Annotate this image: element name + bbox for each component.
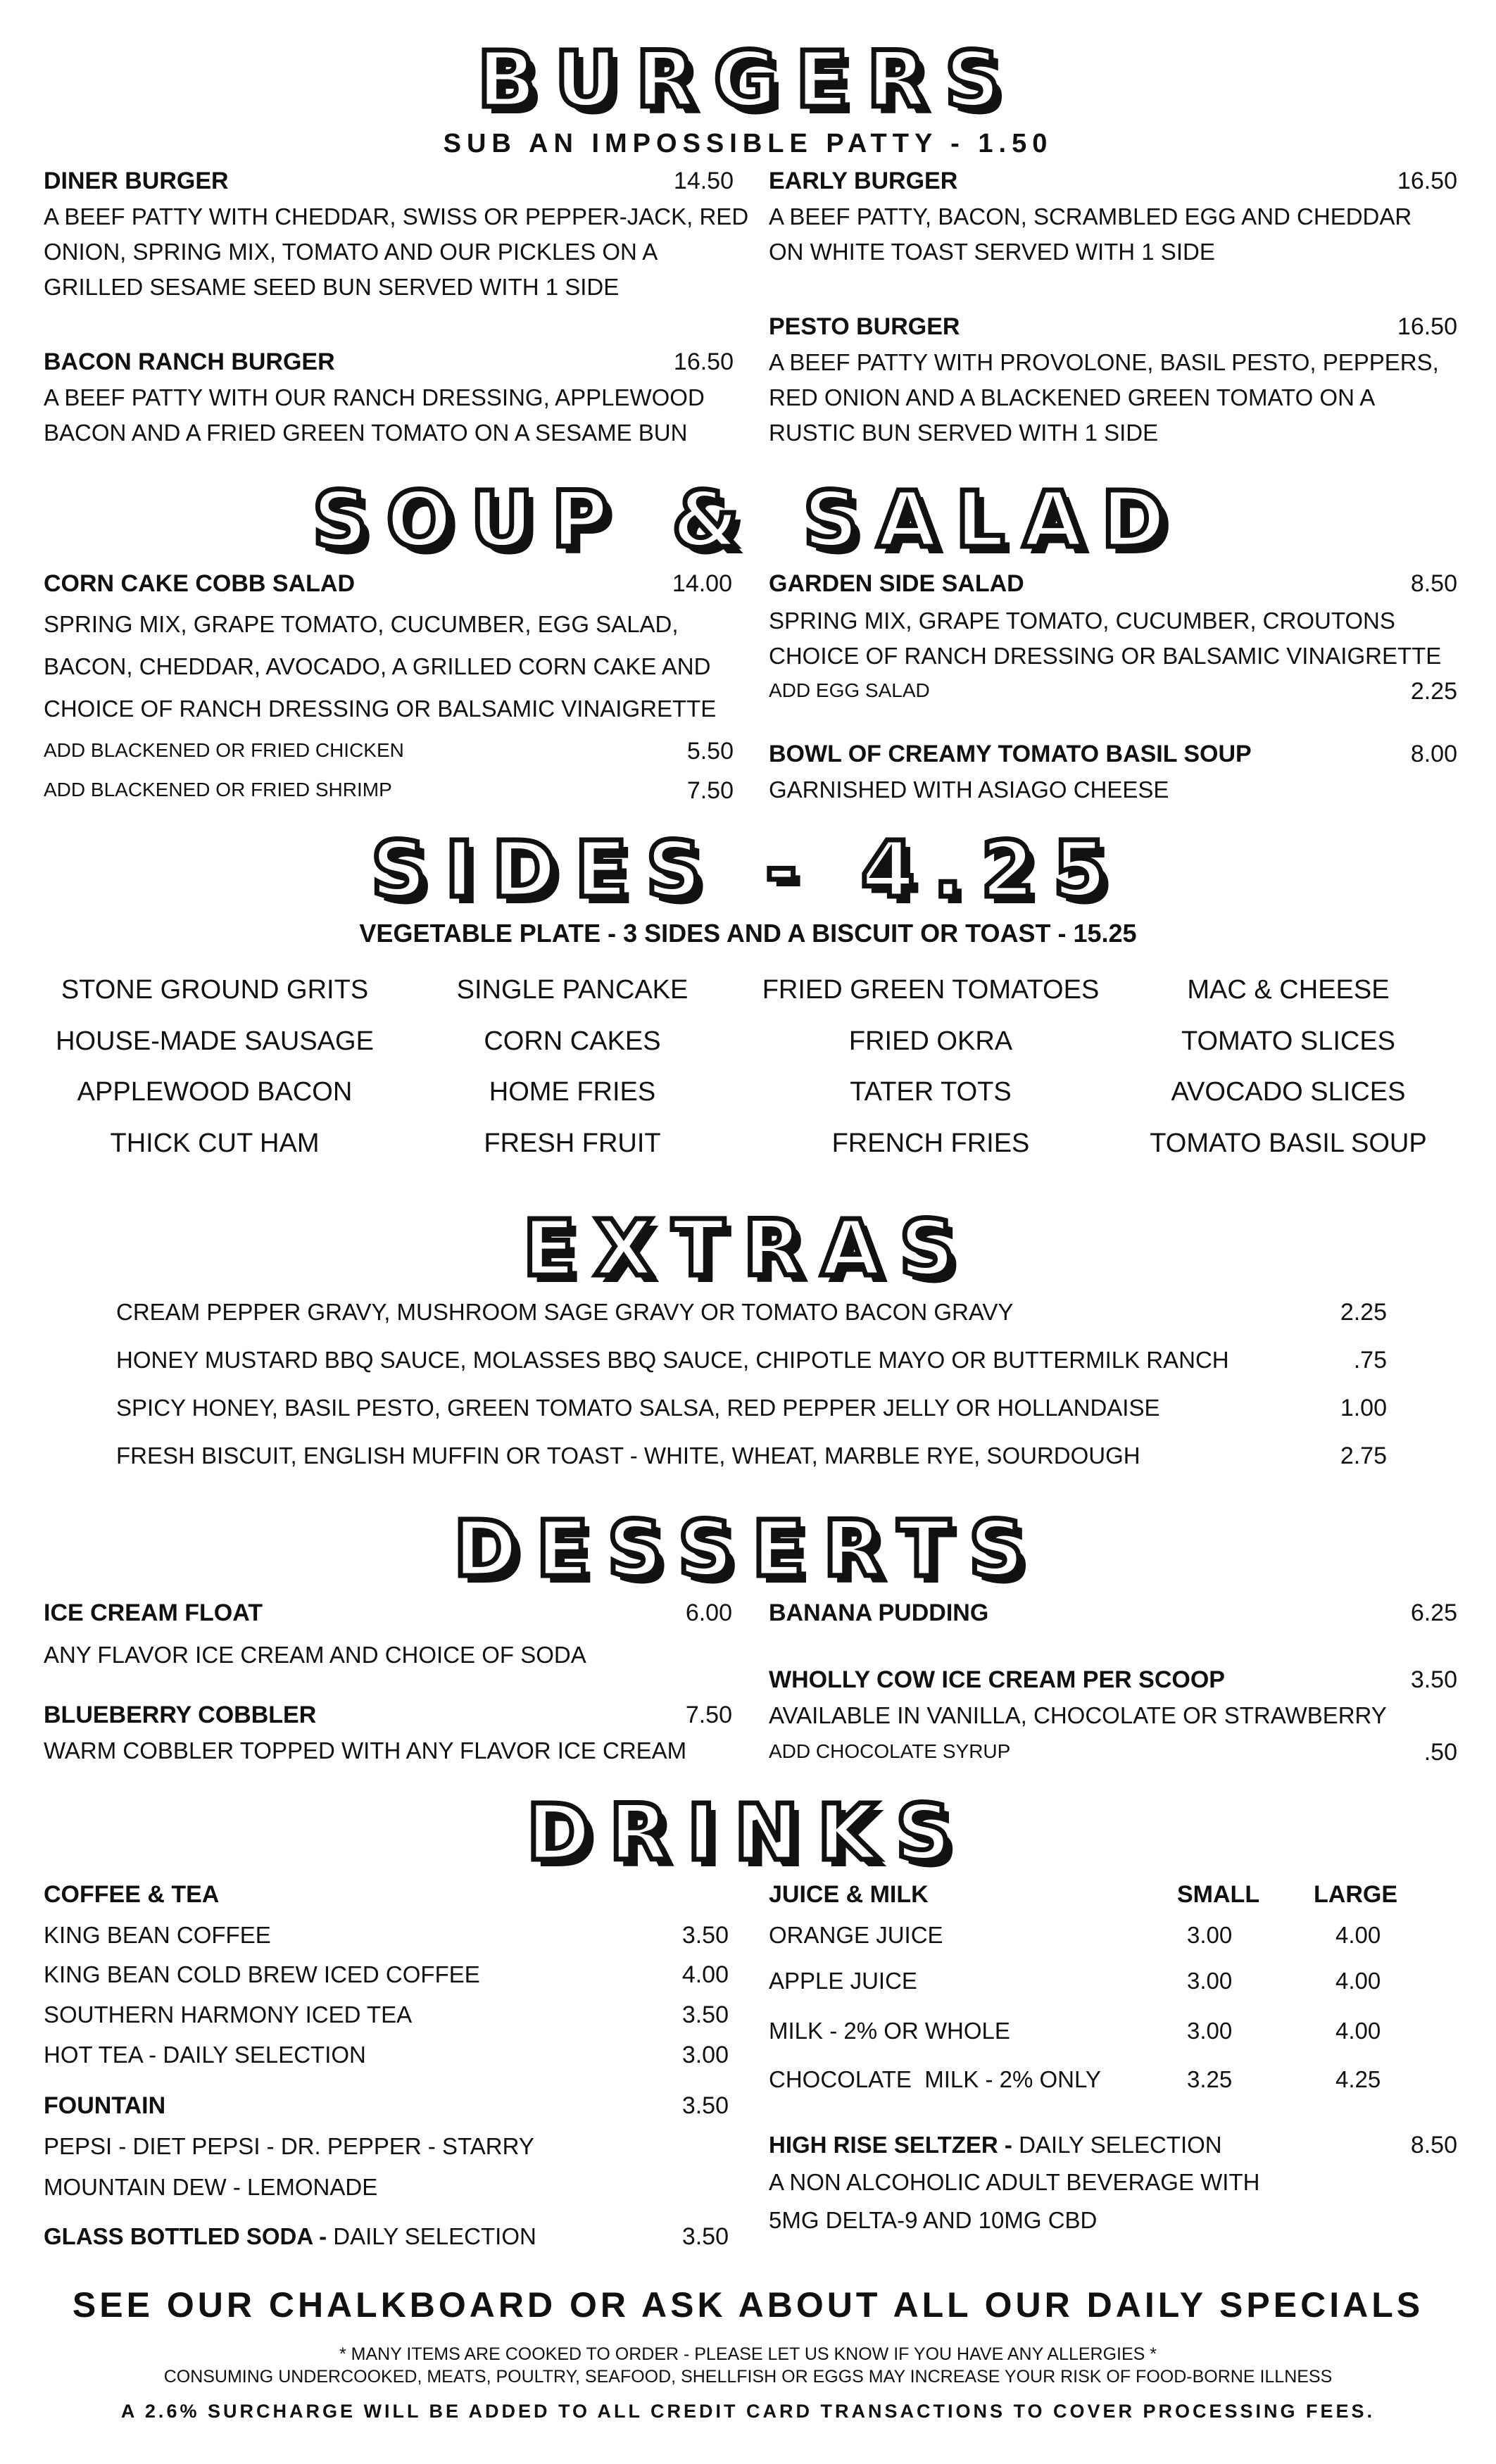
tomato-soup-desc: GARNISHED WITH ASIAGO CHEESE bbox=[769, 777, 1169, 803]
side-item: FRIED OKRA bbox=[848, 1026, 1013, 1056]
daily-specials-notice: SEE OUR CHALKBOARD OR ASK ABOUT ALL OUR DAILY SPECIALS bbox=[72, 2285, 1424, 2325]
pesto-burger-name: PESTO BURGER bbox=[769, 313, 960, 340]
ice-cream-float-name: ICE CREAM FLOAT bbox=[44, 1599, 263, 1626]
garden-salad-price: 8.50 bbox=[1410, 570, 1457, 597]
coffee-item-label: KING BEAN COLD BREW ICED COFFEE bbox=[44, 1961, 480, 1987]
side-item: THICK CUT HAM bbox=[110, 1129, 320, 1158]
burgers-heading: BURGERS bbox=[477, 34, 1019, 125]
banana-pudding-price: 6.25 bbox=[1410, 1599, 1457, 1626]
pesto-burger-desc: A BEEF PATTY WITH PROVOLONE, BASIL PESTO, PEPPERS, RED ONION AND A BLACKENED GREEN TOMATO ON A RUSTIC BUN SERVED WITH 1 SIDE bbox=[769, 349, 1439, 446]
add-egg-salad-price: 2.25 bbox=[1410, 678, 1457, 705]
high-rise-seltzer-price: 8.50 bbox=[1410, 2132, 1457, 2158]
burgers-subtitle: SUB AN IMPOSSIBLE PATTY - 1.50 bbox=[443, 129, 1053, 158]
fountain-name: FOUNTAIN bbox=[44, 2092, 166, 2119]
juice-item-small: 3.00 bbox=[1187, 2018, 1233, 2044]
coffee-item-price: 3.50 bbox=[681, 1922, 729, 1949]
early-burger-price: 16.50 bbox=[1397, 168, 1457, 194]
glass-bottled-soda-price: 3.50 bbox=[681, 2223, 729, 2250]
juice-item-large: 4.00 bbox=[1335, 1968, 1381, 1994]
sides-heading: SIDES - 4.25 bbox=[370, 824, 1126, 914]
wholly-cow-price: 3.50 bbox=[1410, 1666, 1457, 1693]
extras-item-price: 2.75 bbox=[1340, 1442, 1387, 1469]
glass-bottled-soda: GLASS BOTTLED SODA - DAILY SELECTION bbox=[44, 2223, 536, 2249]
chocolate-syrup-label: ADD CHOCOLATE SYRUP bbox=[769, 1740, 1011, 1762]
bacon-ranch-burger-price: 16.50 bbox=[673, 348, 734, 375]
coffee-item-price: 3.00 bbox=[681, 2042, 729, 2068]
pesto-burger-price: 16.50 bbox=[1397, 313, 1457, 340]
juice-item-small: 3.00 bbox=[1187, 1922, 1233, 1948]
drinks-heading: DRINKS bbox=[526, 1787, 970, 1878]
banana-pudding-name: BANANA PUDDING bbox=[769, 1599, 989, 1626]
side-item: MAC & CHEESE bbox=[1187, 975, 1390, 1005]
side-item: SINGLE PANCAKE bbox=[456, 975, 689, 1005]
cobb-salad-price: 14.00 bbox=[672, 570, 732, 597]
add-shrimp-price: 7.50 bbox=[686, 777, 734, 804]
add-chicken-price: 5.50 bbox=[686, 738, 734, 765]
add-egg-salad-label: ADD EGG SALAD bbox=[769, 679, 930, 701]
extras-item-label: CREAM PEPPER GRAVY, MUSHROOM SAGE GRAVY OR TOMATO BACON GRAVY bbox=[116, 1299, 1014, 1325]
coffee-tea-title: COFFEE & TEA bbox=[44, 1881, 220, 1908]
juice-item-label: MILK - 2% OR WHOLE bbox=[769, 2018, 1010, 2044]
blueberry-cobbler-desc: WARM COBBLER TOPPED WITH ANY FLAVOR ICE CREAM bbox=[44, 1737, 687, 1764]
garden-salad-desc: SPRING MIX, GRAPE TOMATO, CUCUMBER, CROUTONS CHOICE OF RANCH DRESSING OR BALSAMIC VINAIGRETTE bbox=[769, 608, 1442, 669]
garden-salad-name: GARDEN SIDE SALAD bbox=[769, 570, 1024, 597]
side-item: HOME FRIES bbox=[489, 1077, 656, 1107]
side-item: FRIED GREEN TOMATOES bbox=[762, 975, 1100, 1005]
side-item: HOUSE-MADE SAUSAGE bbox=[56, 1026, 374, 1056]
add-chicken-label: ADD BLACKENED OR FRIED CHICKEN bbox=[44, 739, 404, 761]
blueberry-cobbler-name: BLUEBERRY COBBLER bbox=[44, 1702, 317, 1728]
allergy-note: * MANY ITEMS ARE COOKED TO ORDER - PLEASE LET US KNOW IF YOU HAVE ANY ALLERGIES * bbox=[339, 2344, 1157, 2364]
side-item: AVOCADO SLICES bbox=[1171, 1077, 1406, 1107]
diner-burger-desc: A BEEF PATTY WITH CHEDDAR, SWISS OR PEPPER-JACK, RED ONION, SPRING MIX, TOMATO AND OUR PICKLES ON A GRILLED SESAME SEED BUN SERVED WITH 1 SIDE bbox=[44, 203, 749, 300]
large-label: LARGE bbox=[1314, 1881, 1397, 1908]
juice-item-label: CHOCOLATE MILK - 2% ONLY bbox=[769, 2066, 1101, 2092]
side-item: FRESH FRUIT bbox=[484, 1129, 661, 1158]
early-burger-name: EARLY BURGER bbox=[769, 168, 958, 194]
extras-item-label: FRESH BISCUIT, ENGLISH MUFFIN OR TOAST - WHITE, WHEAT, MARBLE RYE, SOURDOUGH bbox=[116, 1442, 1140, 1469]
juice-item-small: 3.00 bbox=[1187, 1968, 1233, 1994]
juice-item-label: ORANGE JUICE bbox=[769, 1922, 943, 1948]
wholly-cow-desc: AVAILABLE IN VANILLA, CHOCOLATE OR STRAWBERRY bbox=[769, 1702, 1387, 1728]
add-shrimp-label: ADD BLACKENED OR FRIED SHRIMP bbox=[44, 779, 392, 800]
cobb-salad-desc: SPRING MIX, GRAPE TOMATO, CUCUMBER, EGG SALAD, BACON, CHEDDAR, AVOCADO, A GRILLED CORN CAKE AND CHOICE OF RANCH DRESSING OR BALSAMIC VINAIGRETTE bbox=[44, 611, 717, 722]
coffee-item-price: 3.50 bbox=[681, 2001, 729, 2028]
diner-burger-price: 14.50 bbox=[673, 168, 734, 194]
side-item: TATER TOTS bbox=[850, 1077, 1012, 1107]
food-safety-note: CONSUMING UNDERCOOKED, MEATS, POULTRY, SEAFOOD, SHELLFISH OR EGGS MAY INCREASE YOUR RISK OF FOOD-BORNE ILLNESS bbox=[163, 2367, 1333, 2387]
side-item: CORN CAKES bbox=[484, 1026, 661, 1056]
diner-burger-name: DINER BURGER bbox=[44, 168, 229, 194]
extras-item-price: 2.25 bbox=[1340, 1299, 1387, 1326]
coffee-item-price: 4.00 bbox=[681, 1961, 729, 1988]
side-item: TOMATO SLICES bbox=[1181, 1026, 1396, 1056]
coffee-item-label: KING BEAN COFFEE bbox=[44, 1922, 271, 1948]
sides-subtitle: VEGETABLE PLATE - 3 SIDES AND A BISCUIT OR TOAST - 15.25 bbox=[359, 919, 1137, 948]
extras-item-price: .75 bbox=[1353, 1347, 1387, 1374]
juice-milk-title: JUICE & MILK bbox=[769, 1881, 929, 1908]
small-label: SMALL bbox=[1177, 1881, 1260, 1908]
side-item: STONE GROUND GRITS bbox=[61, 975, 369, 1005]
early-burger-desc: A BEEF PATTY, BACON, SCRAMBLED EGG AND CHEDDAR ON WHITE TOAST SERVED WITH 1 SIDE bbox=[769, 203, 1412, 265]
juice-item-large: 4.00 bbox=[1335, 2018, 1381, 2044]
coffee-item-label: HOT TEA - DAILY SELECTION bbox=[44, 2042, 366, 2068]
side-item: FRENCH FRIES bbox=[831, 1129, 1030, 1158]
fountain-desc: PEPSI - DIET PEPSI - DR. PEPPER - STARRY MOUNTAIN DEW - LEMONADE bbox=[44, 2133, 534, 2200]
tomato-soup-name: BOWL OF CREAMY TOMATO BASIL SOUP bbox=[769, 741, 1252, 767]
juice-item-large: 4.00 bbox=[1335, 1922, 1381, 1948]
high-rise-seltzer-desc: A NON ALCOHOLIC ADULT BEVERAGE WITH 5MG DELTA-9 AND 10MG CBD bbox=[769, 2169, 1260, 2233]
desserts-heading: DESSERTS bbox=[453, 1504, 1043, 1594]
fountain-price: 3.50 bbox=[681, 2092, 729, 2119]
bacon-ranch-burger-desc: A BEEF PATTY WITH OUR RANCH DRESSING, APPLEWOOD BACON AND A FRIED GREEN TOMATO ON A SESAME BUN bbox=[44, 384, 705, 446]
ice-cream-float-desc: ANY FLAVOR ICE CREAM AND CHOICE OF SODA bbox=[44, 1642, 586, 1668]
juice-item-label: APPLE JUICE bbox=[769, 1968, 917, 1994]
ice-cream-float-price: 6.00 bbox=[685, 1599, 732, 1626]
coffee-item-label: SOUTHERN HARMONY ICED TEA bbox=[44, 2001, 413, 2028]
bacon-ranch-burger-name: BACON RANCH BURGER bbox=[44, 348, 335, 375]
chocolate-syrup-price: .50 bbox=[1423, 1739, 1457, 1766]
extras-heading: EXTRAS bbox=[522, 1203, 974, 1293]
extras-item-label: HONEY MUSTARD BBQ SAUCE, MOLASSES BBQ SAUCE, CHIPOTLE MAYO OR BUTTERMILK RANCH bbox=[116, 1347, 1229, 1373]
extras-item-label: SPICY HONEY, BASIL PESTO, GREEN TOMATO SALSA, RED PEPPER JELLY OR HOLLANDAISE bbox=[116, 1395, 1160, 1421]
side-item: TOMATO BASIL SOUP bbox=[1150, 1129, 1427, 1158]
blueberry-cobbler-price: 7.50 bbox=[685, 1702, 732, 1728]
soup-salad-heading: SOUP & SALAD bbox=[312, 474, 1184, 565]
wholly-cow-name: WHOLLY COW ICE CREAM PER SCOOP bbox=[769, 1666, 1225, 1693]
surcharge-note: A 2.6% SURCHARGE WILL BE ADDED TO ALL CREDIT CARD TRANSACTIONS TO COVER PROCESSING FEES. bbox=[120, 2401, 1376, 2422]
extras-item-price: 1.00 bbox=[1340, 1395, 1387, 1421]
cobb-salad-name: CORN CAKE COBB SALAD bbox=[44, 570, 355, 597]
tomato-soup-price: 8.00 bbox=[1410, 741, 1457, 767]
juice-item-large: 4.25 bbox=[1335, 2066, 1381, 2092]
high-rise-seltzer: HIGH RISE SELTZER - DAILY SELECTION bbox=[769, 2132, 1222, 2158]
juice-item-small: 3.25 bbox=[1187, 2066, 1233, 2092]
side-item: APPLEWOOD BACON bbox=[77, 1077, 353, 1107]
